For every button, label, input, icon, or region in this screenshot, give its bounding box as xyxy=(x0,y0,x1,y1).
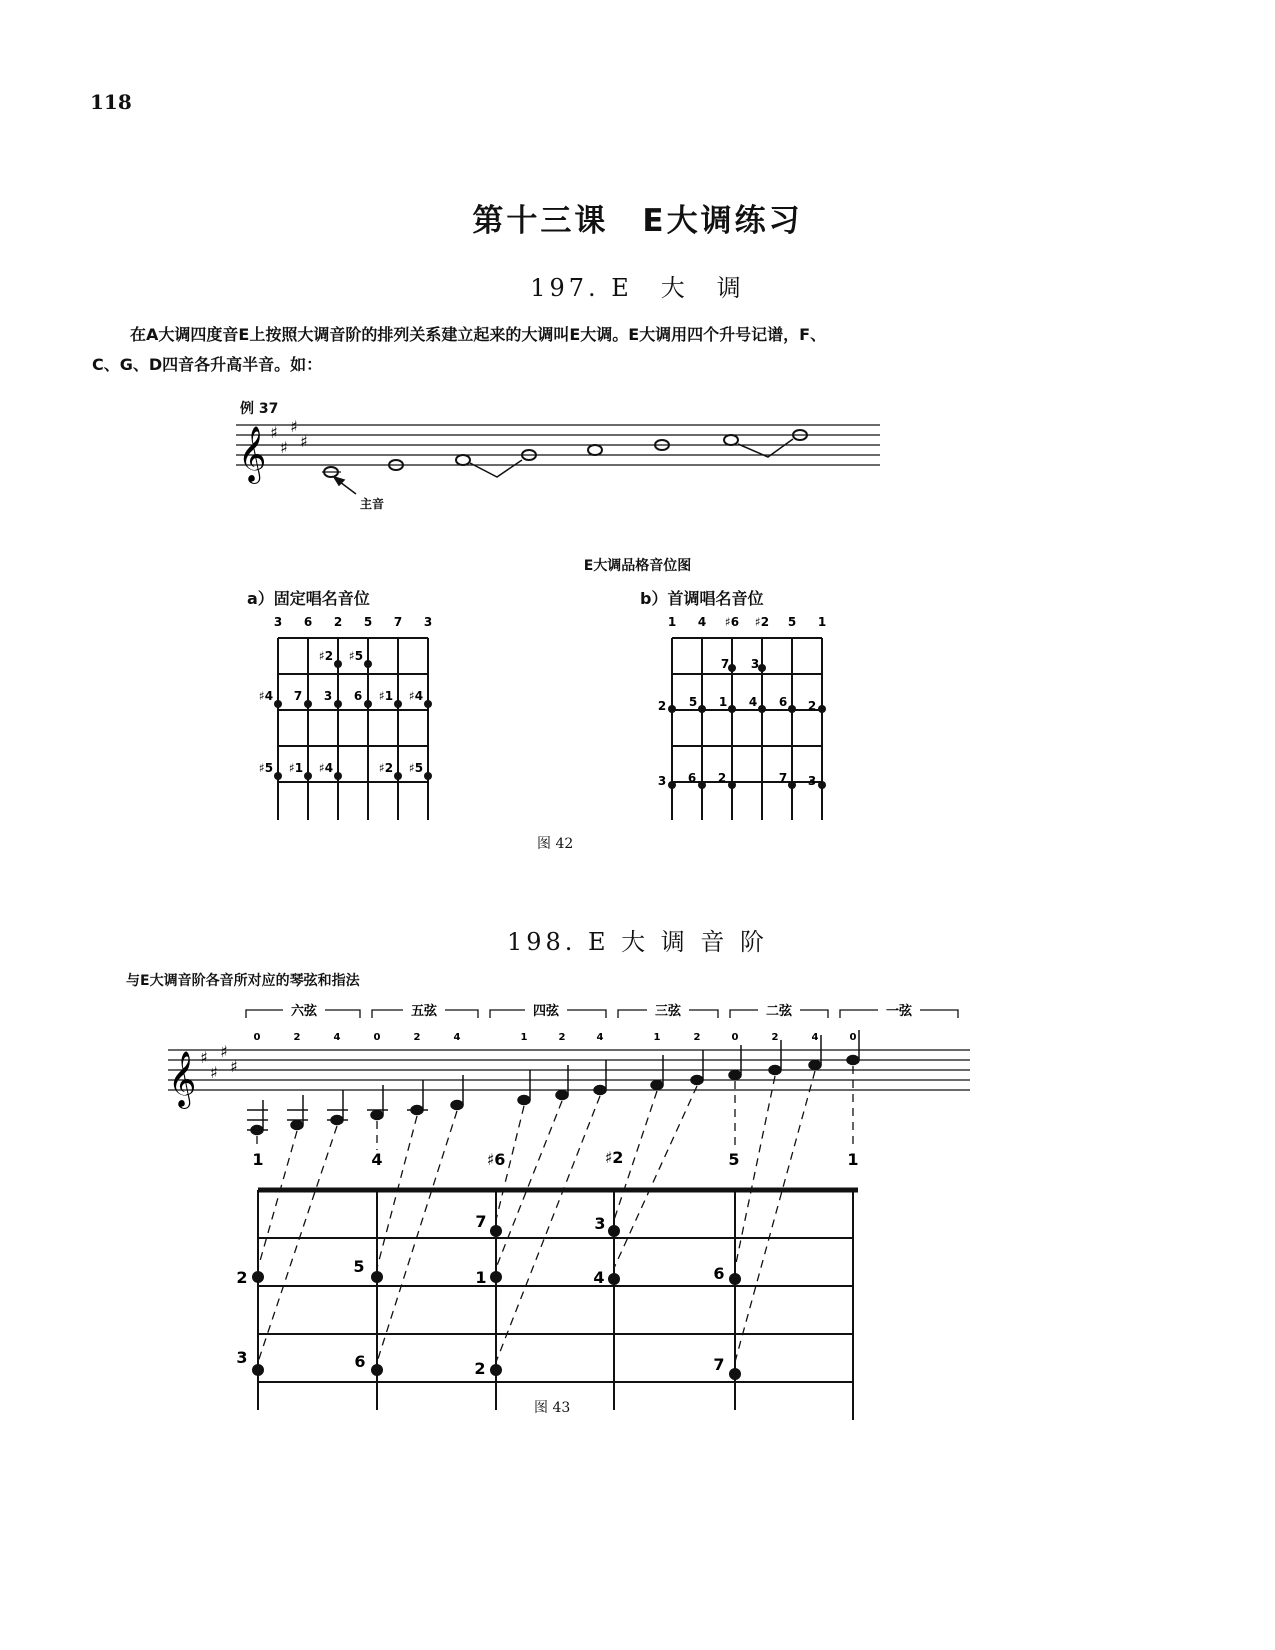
svg-text:4: 4 xyxy=(811,1032,819,1043)
tonic-arrow-icon xyxy=(334,477,356,494)
svg-text:2: 2 xyxy=(558,1032,566,1043)
fb-b-note: 6 xyxy=(778,695,788,709)
fret-note: 2 xyxy=(236,1268,248,1287)
fb-b-top: ♯6 xyxy=(724,615,740,629)
fb-b-note: 4 xyxy=(748,695,758,709)
fret-note: 6 xyxy=(354,1352,366,1371)
svg-text:0: 0 xyxy=(253,1032,261,1043)
fb-a-note: ♯5 xyxy=(348,649,364,663)
string-label: 四弦 xyxy=(532,1004,560,1019)
open-note: ♯2 xyxy=(604,1148,624,1167)
open-string-notes xyxy=(252,1148,858,1169)
scale-notes xyxy=(247,1030,859,1135)
fret-note: 6 xyxy=(713,1264,725,1283)
fb-b-note: 5 xyxy=(688,695,698,709)
fret-note: 2 xyxy=(474,1359,486,1378)
key-signature-sharps xyxy=(270,417,308,457)
fb-a-note: ♯5 xyxy=(258,761,274,775)
svg-text:♯: ♯ xyxy=(270,423,278,442)
paragraph-line-2: C、G、D四音各升高半音。如： xyxy=(92,355,323,374)
svg-text:♯: ♯ xyxy=(200,1048,208,1067)
fb-a-note: ♯4 xyxy=(408,689,424,703)
open-note: 1 xyxy=(847,1150,859,1169)
string-label: 二弦 xyxy=(765,1004,793,1019)
treble-clef-icon: 𝄞 xyxy=(238,426,267,482)
example-37-notes xyxy=(322,430,807,477)
fb-b-note: 7 xyxy=(720,657,730,671)
tonic-label: 主音 xyxy=(360,497,385,511)
fb-b-top: 4 xyxy=(697,615,707,629)
fb-a-note: ♯4 xyxy=(258,689,274,703)
paragraph-line-1: 在A大调四度音E上按照大调音阶的排列关系建立起来的大调叫E大调。E大调用四个升号记谱，F、 xyxy=(130,325,827,344)
fret-note: 5 xyxy=(353,1257,365,1276)
svg-text:2: 2 xyxy=(413,1032,421,1043)
fb-b-note: 3 xyxy=(807,774,817,788)
fb-a-note: ♯4 xyxy=(318,761,334,775)
scale-fretboard-grid xyxy=(258,1190,858,1420)
fb-b-note: 3 xyxy=(657,774,667,788)
fb-b-top: 1 xyxy=(667,615,677,629)
lesson-title: 第十三课 E大调练习 xyxy=(472,203,803,239)
svg-text:2: 2 xyxy=(293,1032,301,1043)
fb-a-note: ♯1 xyxy=(288,761,304,775)
open-note: 4 xyxy=(371,1150,383,1169)
svg-text:2: 2 xyxy=(771,1032,779,1043)
fb-a-top: 7 xyxy=(393,615,403,629)
fb-b-note: 2 xyxy=(717,771,727,785)
open-note: 1 xyxy=(252,1150,264,1169)
fb-a-note: ♯1 xyxy=(378,689,394,703)
fret-note: 1 xyxy=(475,1268,487,1287)
svg-text:♯: ♯ xyxy=(220,1042,228,1061)
fb-b-note: 7 xyxy=(778,771,788,785)
fb-b-note: 1 xyxy=(718,695,728,709)
fb-a-note: 7 xyxy=(293,689,303,703)
fb-a-note: ♯2 xyxy=(318,649,334,663)
fb-a-note: 6 xyxy=(353,689,363,703)
svg-text:2: 2 xyxy=(693,1032,701,1043)
fret-note: 7 xyxy=(475,1212,487,1231)
fretboard-a-grid xyxy=(278,638,428,820)
subtitle-fixed-do: a）固定唱名音位 xyxy=(247,589,370,608)
fb-a-top: 2 xyxy=(333,615,343,629)
fb-b-top: ♯2 xyxy=(754,615,770,629)
svg-text:0: 0 xyxy=(731,1032,739,1043)
string-brackets xyxy=(246,1010,958,1018)
page-number: 118 xyxy=(90,90,132,114)
svg-text:4: 4 xyxy=(453,1032,461,1043)
open-note: 5 xyxy=(728,1150,740,1169)
fb-b-top: 5 xyxy=(787,615,797,629)
treble-clef-icon: 𝄞 xyxy=(168,1051,197,1107)
fb-b-top: 1 xyxy=(817,615,827,629)
fret-note: 4 xyxy=(593,1268,605,1287)
svg-text:♯: ♯ xyxy=(230,1057,238,1076)
scale-fretboard-labels xyxy=(236,1212,724,1378)
fb-a-top: 5 xyxy=(363,615,373,629)
strings-caption: 与E大调音阶各音所对应的琴弦和指法 xyxy=(126,973,360,989)
svg-text:1: 1 xyxy=(653,1032,661,1043)
svg-text:4: 4 xyxy=(333,1032,341,1043)
fb-b-note: 3 xyxy=(750,657,760,671)
fb-a-top: 3 xyxy=(423,615,433,629)
fb-b-note: 6 xyxy=(687,771,697,785)
open-note: ♯6 xyxy=(486,1150,506,1169)
string-label: 五弦 xyxy=(410,1004,438,1019)
fret-note: 7 xyxy=(713,1355,725,1374)
figure-42-caption: 图 42 xyxy=(537,836,574,852)
string-label: 一弦 xyxy=(885,1004,913,1019)
svg-text:♯: ♯ xyxy=(280,438,288,457)
fb-b-note: 2 xyxy=(657,699,667,713)
section-198-title: 198. E 大 调 音 阶 xyxy=(506,928,769,956)
string-label: 三弦 xyxy=(654,1004,682,1019)
subtitle-movable-do: b）首调唱名音位 xyxy=(640,589,764,608)
key-signature-sharps xyxy=(200,1042,238,1082)
string-label: 六弦 xyxy=(290,1004,318,1019)
fb-a-top: 3 xyxy=(273,615,283,629)
svg-text:0: 0 xyxy=(849,1032,857,1043)
svg-text:♯: ♯ xyxy=(300,432,308,451)
svg-text:0: 0 xyxy=(373,1032,381,1043)
fretboard-b-labels xyxy=(658,615,826,788)
section-197-title: 197. E 大 调 xyxy=(530,274,745,302)
fretboard-b-grid xyxy=(672,638,822,820)
svg-text:4: 4 xyxy=(596,1032,604,1043)
svg-text:♯: ♯ xyxy=(290,417,298,436)
svg-text:1: 1 xyxy=(520,1032,528,1043)
fingering-numbers xyxy=(254,1032,857,1043)
fret-note: 3 xyxy=(594,1214,606,1233)
fb-a-note: ♯5 xyxy=(408,761,424,775)
fb-b-note: 2 xyxy=(807,699,817,713)
fb-a-top: 6 xyxy=(303,615,313,629)
fb-a-note: 3 xyxy=(323,689,333,703)
figure-43-caption: 图 43 xyxy=(534,1400,571,1416)
fb-a-note: ♯2 xyxy=(378,761,394,775)
fret-note: 3 xyxy=(236,1348,248,1367)
example-label: 例 37 xyxy=(240,401,279,417)
fretboard-chart-title: E大调品格音位图 xyxy=(583,558,692,574)
svg-text:♯: ♯ xyxy=(210,1063,218,1082)
